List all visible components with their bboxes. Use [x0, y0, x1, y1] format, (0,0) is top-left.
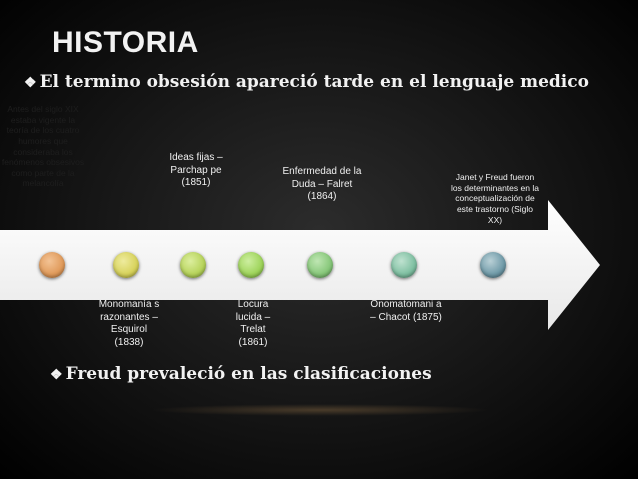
timeline-node [238, 252, 264, 278]
bullet-item [50, 364, 432, 384]
diamond-bullet-icon: ❖ [50, 367, 63, 383]
bullet-text: Freud prevaleció en las clasificaciones [65, 364, 432, 384]
timeline-label-top: Janet y Freud fueron los determinantes en la conceptualización de este trastorno (Siglo XX) [451, 172, 539, 225]
timeline-node [391, 252, 417, 278]
timeline-label-bottom: Onomatomani a – Chacot (1875) [370, 299, 442, 323]
slide-title: HISTORIA [52, 26, 199, 59]
timeline-node [307, 252, 333, 278]
bullet-text: El termino obsesión apareció tarde en el lenguaje medico [39, 72, 589, 92]
diamond-bullet-icon: ❖ [24, 75, 37, 91]
timeline-label-top: Enfermedad de la Duda – Falret (1864) [282, 166, 362, 202]
floor-glow [150, 404, 490, 416]
timeline-label-top: Ideas fijas – Parchap pe (1851) [169, 152, 223, 188]
timeline-node [180, 252, 206, 278]
timeline-node [480, 252, 506, 278]
timeline-label-top: Antes del siglo XIX estaba vigente la teoría de los cuatro humores que consideraba los fenómenos obsesivos como parte de la melancolía [1, 104, 85, 189]
bullet-item [24, 72, 589, 92]
timeline-label-bottom: Monomanía s razonantes –Esquirol (1838) [98, 299, 160, 348]
timeline-node [39, 252, 65, 278]
timeline-label-bottom: Locura lucida – Trelat (1861) [235, 299, 271, 348]
timeline-node [113, 252, 139, 278]
